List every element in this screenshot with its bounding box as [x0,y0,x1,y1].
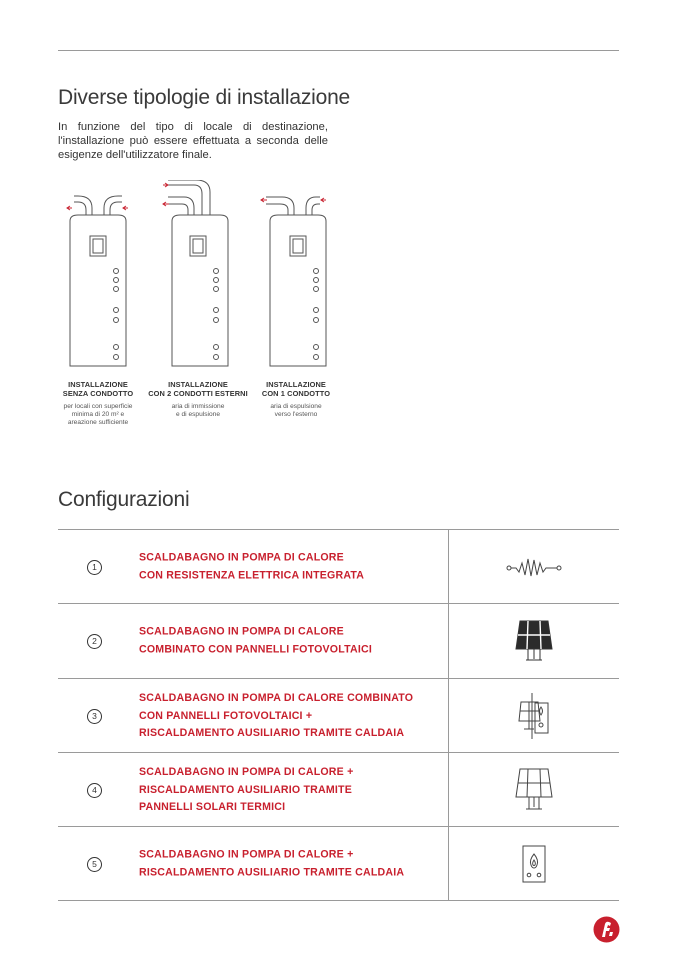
heater-unit-one-duct [258,180,334,375]
resistor-icon [449,530,619,604]
heater-unit-two-ducts [160,180,236,375]
thermal-panel-icon [449,753,619,827]
panel-boiler-icon [449,679,619,753]
caption-no-duct: INSTALLAZIONE SENZA CONDOTTO per locali con superficie minima di 20 m² e areazione sufficiente [62,380,134,426]
caption-one-duct: INSTALLAZIONE CON 1 CONDOTTO aria di espulsione verso l'esterno [261,380,331,418]
solar-panel-icon [449,604,619,678]
config-number: 1 [87,560,102,575]
config-description: SCALDABAGNO IN POMPA DI CALORE COMBINATO CON PANNELLI FOTOVOLTAICI + RISCALDAMENTO AUSILIARIO TRAMITE CALDAIA [139,691,414,739]
config-description: SCALDABAGNO IN POMPA DI CALORE + RISCALDAMENTO AUSILIARIO TRAMITE PANNELLI SOLARI TERMICI [139,765,354,813]
config-description: SCALDABAGNO IN POMPA DI CALORE COMBINATO CON PANNELLI FOTOVOLTAICI [139,625,372,655]
brand-logo-icon [593,916,620,943]
config-number: 5 [87,857,102,872]
top-rule [58,50,619,51]
config-row-5 [58,827,619,901]
config-number: 3 [87,709,102,724]
heater-unit-no-duct [60,180,136,375]
boiler-icon [449,827,619,901]
config-description: SCALDABAGNO IN POMPA DI CALORE CON RESISTENZA ELETTRICA INTEGRATA [139,551,365,581]
config-number: 4 [87,783,102,798]
config-row-3 [58,679,619,753]
config-row-4 [58,753,619,827]
config-number: 2 [87,634,102,649]
installation-title: Diverse tipologie di installazione [58,86,351,109]
installation-intro: In funzione del tipo di locale di destinazione, l'installazione può essere effettuata a seconda delle esigenze dell'utilizzatore finale. [58,121,328,161]
configurations-title: Configurazioni [58,488,190,511]
caption-two-ducts: INSTALLAZIONE CON 2 CONDOTTI ESTERNI aria di immissione e di espulsione [148,380,248,418]
config-row-1 [58,530,619,604]
config-description: SCALDABAGNO IN POMPA DI CALORE + RISCALDAMENTO AUSILIARIO TRAMITE CALDAIA [139,848,405,878]
config-row-2 [58,604,619,678]
